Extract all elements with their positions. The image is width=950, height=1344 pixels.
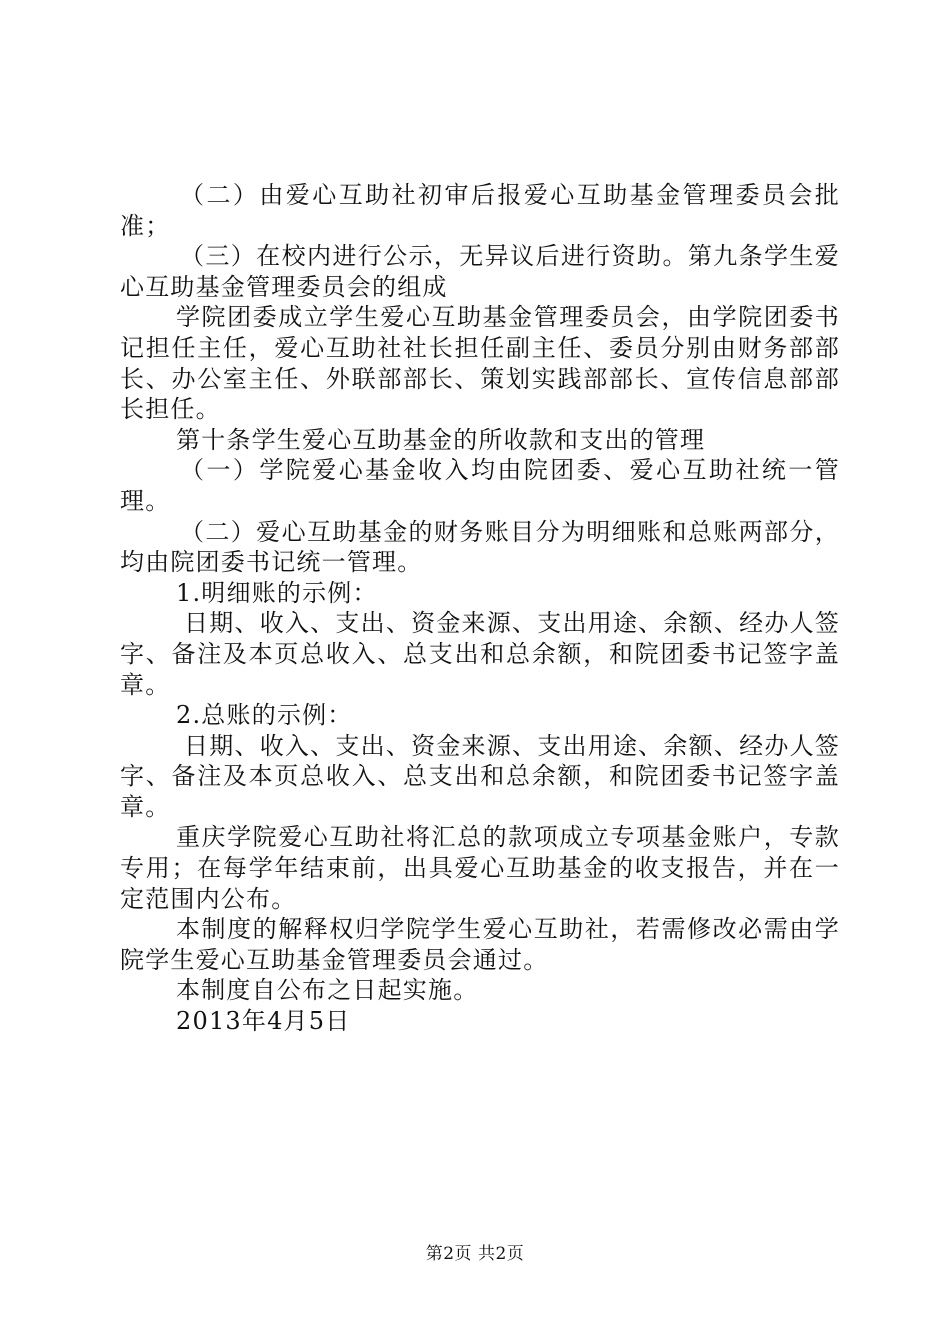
paragraph-detail-ledger-example: 日期、收入、支出、资金来源、支出用途、余额、经办人签字、备注及本页总收入、总支出和总余额，和院团委书记签字盖章。 (120, 609, 840, 699)
paragraph-special-account: 重庆学院爱心互助社将汇总的款项成立专项基金账户，专款专用；在每学年结束前，出具爱心互助基金的收支报告，并在一定范围内公布。 (120, 823, 840, 913)
paragraph-detail-ledger-heading: 1.明细账的示例： (176, 578, 378, 607)
document-body (120, 180, 840, 1037)
paragraph-accounts: （二）爱心互助基金的财务账目分为明细账和总账两部分，均由院团委书记统一管理。 (120, 517, 840, 577)
paragraph-committee: 学院团委成立学生爱心互助基金管理委员会，由学院团委书记担任主任，爱心互助社社长担任副主任、委员分别由财务部部长、办公室主任、外联部部长、策划实践部部长、宣传信息部部长担任。 (120, 303, 840, 424)
paragraph-interpretation: 本制度的解释权归学院学生爱心互助社，若需修改必需由学院学生爱心互助基金管理委员会通过。 (120, 915, 840, 974)
document-date: 2013年4月5日 (176, 1007, 351, 1036)
paragraph-general-ledger-heading: 2.总账的示例： (176, 701, 353, 730)
paragraph-general-ledger-example: 日期、收入、支出、资金来源、支出用途、余额、经办人签字、备注及本页总收入、总支出和总余额，和院团委书记签字盖章。 (120, 731, 840, 821)
paragraph-publicity: （三）在校内进行公示，无异议后进行资助。第九条学生爱心互助基金管理委员会的组成 (120, 242, 840, 301)
paragraph-effective: 本制度自公布之日起实施。 (176, 976, 479, 1005)
page-number-footer: 第2页 共2页 (425, 1244, 525, 1264)
paragraph-income-management: （一）学院爱心基金收入均由院团委、爱心互助社统一管理。 (120, 456, 840, 515)
paragraph-approval: （二）由爱心互助社初审后报爱心互助基金管理委员会批准； (120, 181, 840, 240)
paragraph-article-ten: 第十条学生爱心互助基金的所收款和支出的管理 (176, 425, 706, 454)
